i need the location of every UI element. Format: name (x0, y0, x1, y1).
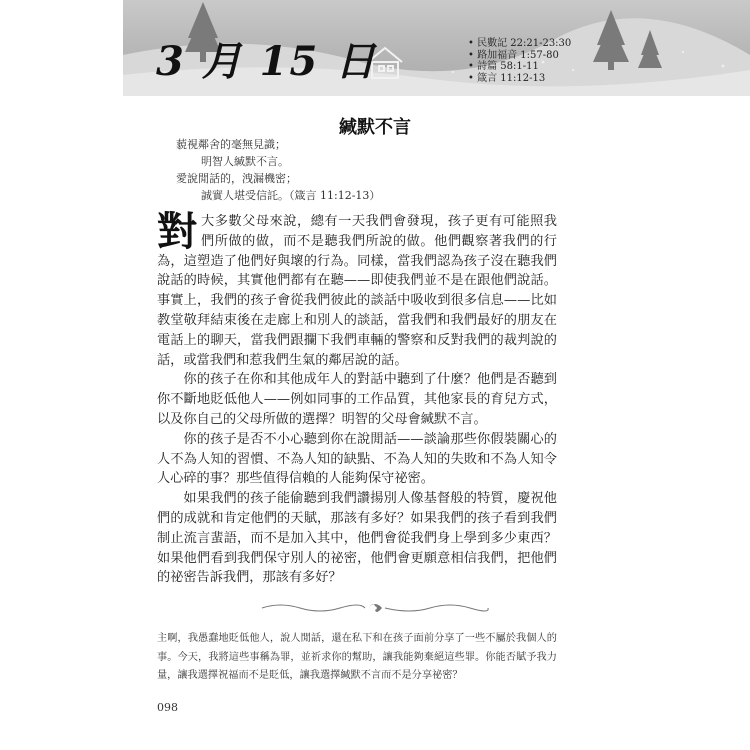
paragraph: 你的孩子在你和其他成年人的對話中聽到了什麼？他們是否聽到你不斷地貶低他人——例如同事的工作品質，其他家長的育兒方式，以及你自己的父母所做的選擇？明智的父母會緘默不言。 (157, 372, 557, 427)
flourish-icon (260, 600, 490, 616)
drop-cap: 對 (157, 208, 197, 255)
reading-item: • 民數記 22:21-23:30 (468, 38, 571, 50)
verse-line: 明智人緘默不言。 (201, 155, 289, 168)
paragraph: 如果我們的孩子能偷聽到我們讚揚別人像基督般的特質，慶祝他們的成就和肯定他們的天賦，那該有多好？如果我們的孩子看到我們制止流言蜚語，而不是加入其中，他們會從我們身上學到多少東西？如果他們看到我們保守別人的祕密，他們會更願意相信我們，把他們的祕密告訴我們，那該有多好？ (157, 491, 557, 586)
body-text (157, 208, 557, 588)
article-title: 緘默不言 (339, 117, 411, 138)
header-banner (123, 0, 750, 96)
paragraph: 你的孩子是否不小心聽到你在說閒話——談論那些你假裝關心的人不為人知的習慣、不為人知的缺點、不為人知的失敗和不為人知令人心碎的事？那些值得信賴的人能夠保守祕密。 (157, 431, 557, 487)
reading-item: • 路加福音 1:57-80 (468, 50, 571, 62)
verse-line: 藐視鄰舍的毫無見識； (176, 138, 286, 151)
paragraph: 對大多數父母來說，總有一天我們會發現，孩子更有可能照我們所做的做，而不是聽我們所說的做。他們觀察著我們的行為，這塑造了他們好與壞的行為。同樣，當我們認為孩子沒在聽我們說話的時候，其實他們都有在聽——即使我們並不是在跟他們說話。事實上，我們的孩子會從我們彼此的談話中吸收到很多信息——比如教堂敬拜結束後在走廊上和別人的談話，當我們和我們最好的朋友在電話上的聊天，當我們跟攔下我們車輛的警察和反對我們的裁判說的話，或當我們和惹我們生氣的鄰居說的話。 (157, 208, 557, 368)
reading-list (468, 38, 571, 84)
page-number: 098 (157, 701, 178, 714)
scripture-quote (176, 136, 380, 204)
date-title: 3 月 15 日 (156, 38, 378, 85)
prayer-text: 主啊，我愚蠢地貶低他人，說人閒話，還在私下和在孩子面前分享了一些不屬於我個人的事。今天，我將這些事稱為罪，並祈求你的幫助，讓我能夠棄絕這些罪。你能否賦予我力量，讓我選擇祝福而不是貶低，讓我選擇緘默不言而不是分享祕密？ (157, 633, 557, 681)
verse-line: 誠實人堪受信託。（箴言 11:12-13） (201, 189, 381, 202)
reading-item: • 箴言 11:12-13 (468, 73, 571, 85)
verse-line: 愛說閒話的，洩漏機密； (176, 172, 297, 185)
ornament-divider (0, 600, 750, 620)
reading-item: • 詩篇 58:1-11 (468, 61, 571, 73)
